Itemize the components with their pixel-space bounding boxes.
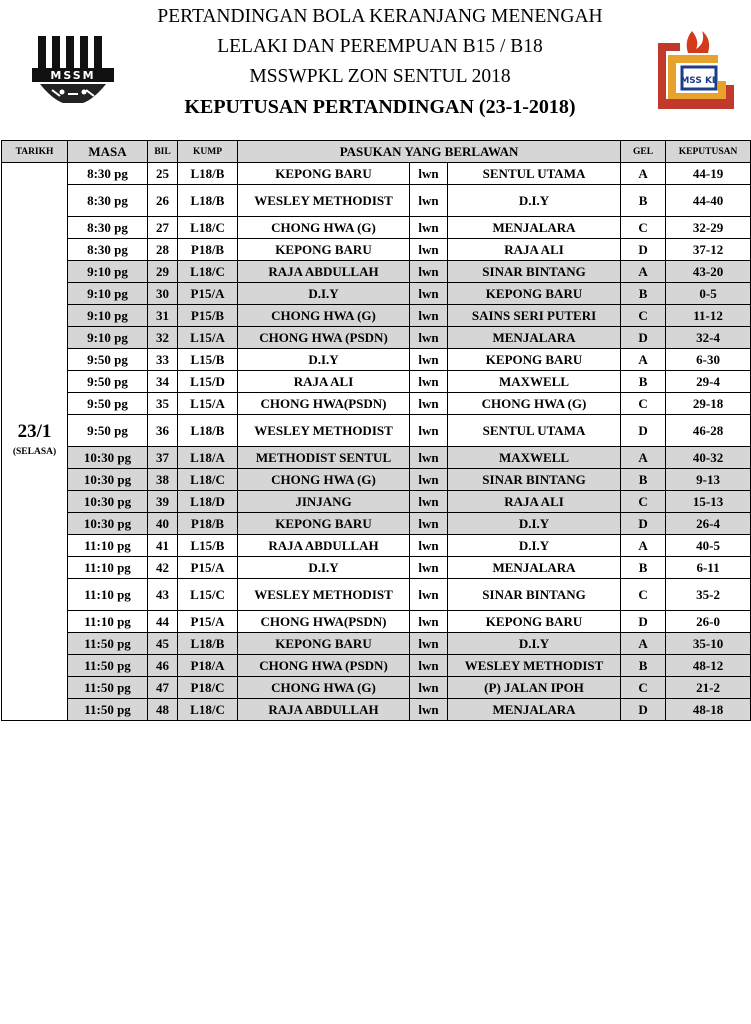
cell-bil: 30 bbox=[148, 283, 178, 305]
table-row bbox=[2, 469, 751, 491]
cell-lwn: lwn bbox=[410, 185, 448, 217]
cell-team-home: D.I.Y bbox=[238, 557, 410, 579]
column-header-tarikh: TARIKH bbox=[2, 141, 68, 163]
cell-bil: 43 bbox=[148, 579, 178, 611]
cell-team-home: RAJA ALI bbox=[238, 371, 410, 393]
document-header bbox=[0, 0, 751, 140]
cell-masa: 10:30 pg bbox=[68, 469, 148, 491]
cell-bil: 41 bbox=[148, 535, 178, 557]
cell-team-home: RAJA ABDULLAH bbox=[238, 699, 410, 721]
cell-kump: L15/A bbox=[178, 393, 238, 415]
cell-kump: L18/B bbox=[178, 415, 238, 447]
cell-keputusan: 46-28 bbox=[666, 415, 751, 447]
cell-kump: L15/B bbox=[178, 535, 238, 557]
cell-kump: L15/A bbox=[178, 327, 238, 349]
cell-bil: 25 bbox=[148, 163, 178, 185]
cell-keputusan: 0-5 bbox=[666, 283, 751, 305]
cell-team-home: CHONG HWA (G) bbox=[238, 469, 410, 491]
table-row bbox=[2, 535, 751, 557]
cell-team-away: SINAR BINTANG bbox=[448, 579, 621, 611]
results-title: KEPUTUSAN PERTANDINGAN (23-1-2018) bbox=[184, 96, 576, 118]
cell-gel: A bbox=[621, 447, 666, 469]
cell-bil: 26 bbox=[148, 185, 178, 217]
column-header-masa: MASA bbox=[68, 141, 148, 163]
cell-gel: A bbox=[621, 535, 666, 557]
cell-lwn: lwn bbox=[410, 393, 448, 415]
cell-team-home: KEPONG BARU bbox=[238, 633, 410, 655]
cell-bil: 42 bbox=[148, 557, 178, 579]
cell-team-away: SENTUL UTAMA bbox=[448, 163, 621, 185]
logo-right-text: MSS KL bbox=[680, 76, 718, 86]
cell-team-away: SAINS SERI PUTERI bbox=[448, 305, 621, 327]
cell-team-home: KEPONG BARU bbox=[238, 513, 410, 535]
cell-bil: 31 bbox=[148, 305, 178, 327]
table-row bbox=[2, 163, 751, 185]
cell-kump: L18/C bbox=[178, 261, 238, 283]
cell-kump: P15/A bbox=[178, 611, 238, 633]
cell-lwn: lwn bbox=[410, 217, 448, 239]
column-header-gel: GEL bbox=[621, 141, 666, 163]
cell-kump: L18/A bbox=[178, 447, 238, 469]
cell-team-away: SINAR BINTANG bbox=[448, 261, 621, 283]
cell-bil: 45 bbox=[148, 633, 178, 655]
cell-keputusan: 40-32 bbox=[666, 447, 751, 469]
cell-team-home: WESLEY METHODIST bbox=[238, 185, 410, 217]
cell-team-away: MENJALARA bbox=[448, 699, 621, 721]
cell-kump: P18/B bbox=[178, 239, 238, 261]
table-row bbox=[2, 283, 751, 305]
table-row bbox=[2, 655, 751, 677]
cell-kump: P18/A bbox=[178, 655, 238, 677]
cell-gel: B bbox=[621, 283, 666, 305]
cell-team-home: WESLEY METHODIST bbox=[238, 579, 410, 611]
cell-lwn: lwn bbox=[410, 513, 448, 535]
cell-masa: 11:10 pg bbox=[68, 611, 148, 633]
cell-masa: 9:10 pg bbox=[68, 305, 148, 327]
cell-keputusan: 43-20 bbox=[666, 261, 751, 283]
cell-gel: D bbox=[621, 239, 666, 261]
table-row bbox=[2, 217, 751, 239]
cell-keputusan: 48-18 bbox=[666, 699, 751, 721]
cell-keputusan: 37-12 bbox=[666, 239, 751, 261]
cell-keputusan: 32-4 bbox=[666, 327, 751, 349]
column-header-bil: BIL bbox=[148, 141, 178, 163]
date-weekday: (SELASA) bbox=[12, 446, 57, 457]
match-results-table bbox=[1, 140, 751, 721]
cell-gel: A bbox=[621, 163, 666, 185]
cell-keputusan: 11-12 bbox=[666, 305, 751, 327]
cell-team-home: CHONG HWA(PSDN) bbox=[238, 393, 410, 415]
cell-bil: 36 bbox=[148, 415, 178, 447]
cell-masa: 8:30 pg bbox=[68, 239, 148, 261]
cell-keputusan: 48-12 bbox=[666, 655, 751, 677]
column-header-pasukan: PASUKAN YANG BERLAWAN bbox=[238, 141, 621, 163]
table-row bbox=[2, 491, 751, 513]
cell-team-away: MENJALARA bbox=[448, 327, 621, 349]
cell-lwn: lwn bbox=[410, 469, 448, 491]
table-row bbox=[2, 349, 751, 371]
cell-keputusan: 6-30 bbox=[666, 349, 751, 371]
cell-bil: 46 bbox=[148, 655, 178, 677]
cell-keputusan: 40-5 bbox=[666, 535, 751, 557]
cell-masa: 9:50 pg bbox=[68, 371, 148, 393]
table-row bbox=[2, 611, 751, 633]
column-header-keputusan: KEPUTUSAN bbox=[666, 141, 751, 163]
cell-masa: 11:50 pg bbox=[68, 655, 148, 677]
table-row bbox=[2, 305, 751, 327]
cell-team-away: KEPONG BARU bbox=[448, 283, 621, 305]
cell-keputusan: 44-40 bbox=[666, 185, 751, 217]
cell-masa: 9:10 pg bbox=[68, 283, 148, 305]
cell-gel: B bbox=[621, 557, 666, 579]
cell-lwn: lwn bbox=[410, 415, 448, 447]
table-row bbox=[2, 261, 751, 283]
cell-bil: 47 bbox=[148, 677, 178, 699]
cell-bil: 37 bbox=[148, 447, 178, 469]
date-day: 23/1 bbox=[17, 420, 52, 442]
cell-team-home: RAJA ABDULLAH bbox=[238, 535, 410, 557]
cell-lwn: lwn bbox=[410, 633, 448, 655]
cell-kump: L18/C bbox=[178, 699, 238, 721]
cell-gel: D bbox=[621, 611, 666, 633]
cell-gel: C bbox=[621, 491, 666, 513]
cell-team-away: D.I.Y bbox=[448, 185, 621, 217]
cell-team-away: SENTUL UTAMA bbox=[448, 415, 621, 447]
cell-gel: A bbox=[621, 261, 666, 283]
table-row bbox=[2, 447, 751, 469]
cell-masa: 11:50 pg bbox=[68, 699, 148, 721]
cell-keputusan: 21-2 bbox=[666, 677, 751, 699]
cell-kump: L15/D bbox=[178, 371, 238, 393]
cell-team-away: SINAR BINTANG bbox=[448, 469, 621, 491]
cell-lwn: lwn bbox=[410, 305, 448, 327]
cell-lwn: lwn bbox=[410, 655, 448, 677]
cell-bil: 27 bbox=[148, 217, 178, 239]
cell-team-home: D.I.Y bbox=[238, 349, 410, 371]
cell-masa: 11:10 pg bbox=[68, 579, 148, 611]
cell-bil: 39 bbox=[148, 491, 178, 513]
cell-bil: 38 bbox=[148, 469, 178, 491]
cell-team-away: MAXWELL bbox=[448, 447, 621, 469]
cell-bil: 40 bbox=[148, 513, 178, 535]
cell-gel: C bbox=[621, 217, 666, 239]
mssm-tiger-logo-icon bbox=[30, 34, 116, 116]
cell-lwn: lwn bbox=[410, 535, 448, 557]
cell-team-away: MENJALARA bbox=[448, 217, 621, 239]
cell-keputusan: 26-0 bbox=[666, 611, 751, 633]
table-row bbox=[2, 239, 751, 261]
cell-bil: 29 bbox=[148, 261, 178, 283]
cell-team-home: WESLEY METHODIST bbox=[238, 415, 410, 447]
cell-team-home: D.I.Y bbox=[238, 283, 410, 305]
title-line-2: LELAKI DAN PEREMPUAN B15 / B18 bbox=[217, 36, 543, 57]
results-body bbox=[2, 163, 751, 721]
cell-gel: B bbox=[621, 655, 666, 677]
cell-team-away: D.I.Y bbox=[448, 535, 621, 557]
cell-masa: 10:30 pg bbox=[68, 447, 148, 469]
cell-gel: C bbox=[621, 393, 666, 415]
cell-masa: 9:50 pg bbox=[68, 415, 148, 447]
cell-keputusan: 35-2 bbox=[666, 579, 751, 611]
cell-masa: 11:10 pg bbox=[68, 535, 148, 557]
table-row bbox=[2, 579, 751, 611]
cell-masa: 11:50 pg bbox=[68, 677, 148, 699]
cell-gel: D bbox=[621, 513, 666, 535]
cell-team-home: CHONG HWA(PSDN) bbox=[238, 611, 410, 633]
cell-team-away: KEPONG BARU bbox=[448, 349, 621, 371]
cell-team-home: CHONG HWA (PSDN) bbox=[238, 655, 410, 677]
table-row bbox=[2, 371, 751, 393]
cell-lwn: lwn bbox=[410, 677, 448, 699]
cell-bil: 33 bbox=[148, 349, 178, 371]
cell-kump: P15/A bbox=[178, 557, 238, 579]
cell-kump: L18/C bbox=[178, 469, 238, 491]
cell-lwn: lwn bbox=[410, 163, 448, 185]
cell-lwn: lwn bbox=[410, 283, 448, 305]
cell-masa: 8:30 pg bbox=[68, 217, 148, 239]
cell-team-home: CHONG HWA (G) bbox=[238, 305, 410, 327]
cell-bil: 34 bbox=[148, 371, 178, 393]
cell-team-home: RAJA ABDULLAH bbox=[238, 261, 410, 283]
cell-gel: C bbox=[621, 677, 666, 699]
cell-masa: 9:50 pg bbox=[68, 393, 148, 415]
cell-masa: 11:10 pg bbox=[68, 557, 148, 579]
title-line-3: MSSWPKL ZON SENTUL 2018 bbox=[249, 66, 511, 87]
cell-lwn: lwn bbox=[410, 447, 448, 469]
cell-masa: 9:50 pg bbox=[68, 349, 148, 371]
cell-lwn: lwn bbox=[410, 327, 448, 349]
cell-gel: B bbox=[621, 371, 666, 393]
cell-team-away: D.I.Y bbox=[448, 633, 621, 655]
cell-team-home: CHONG HWA (PSDN) bbox=[238, 327, 410, 349]
cell-lwn: lwn bbox=[410, 699, 448, 721]
cell-team-home: KEPONG BARU bbox=[238, 163, 410, 185]
cell-bil: 28 bbox=[148, 239, 178, 261]
cell-lwn: lwn bbox=[410, 349, 448, 371]
cell-team-away: KEPONG BARU bbox=[448, 611, 621, 633]
cell-team-away: WESLEY METHODIST bbox=[448, 655, 621, 677]
cell-kump: L15/B bbox=[178, 349, 238, 371]
cell-gel: A bbox=[621, 633, 666, 655]
cell-gel: D bbox=[621, 699, 666, 721]
table-row bbox=[2, 633, 751, 655]
table-row bbox=[2, 557, 751, 579]
cell-team-home: CHONG HWA (G) bbox=[238, 217, 410, 239]
cell-team-away: CHONG HWA (G) bbox=[448, 393, 621, 415]
cell-gel: C bbox=[621, 305, 666, 327]
table-header-row bbox=[2, 141, 751, 163]
cell-keputusan: 44-19 bbox=[666, 163, 751, 185]
cell-team-away: RAJA ALI bbox=[448, 239, 621, 261]
cell-team-away: MENJALARA bbox=[448, 557, 621, 579]
cell-kump: P15/B bbox=[178, 305, 238, 327]
cell-lwn: lwn bbox=[410, 261, 448, 283]
cell-masa: 10:30 pg bbox=[68, 513, 148, 535]
cell-kump: P15/A bbox=[178, 283, 238, 305]
cell-gel: C bbox=[621, 579, 666, 611]
cell-keputusan: 35-10 bbox=[666, 633, 751, 655]
cell-bil: 32 bbox=[148, 327, 178, 349]
cell-keputusan: 9-13 bbox=[666, 469, 751, 491]
cell-keputusan: 6-11 bbox=[666, 557, 751, 579]
cell-keputusan: 29-18 bbox=[666, 393, 751, 415]
title-line-1: PERTANDINGAN BOLA KERANJANG MENENGAH bbox=[157, 6, 603, 27]
cell-team-home: JINJANG bbox=[238, 491, 410, 513]
cell-kump: P18/C bbox=[178, 677, 238, 699]
cell-kump: L15/C bbox=[178, 579, 238, 611]
table-row bbox=[2, 513, 751, 535]
cell-keputusan: 15-13 bbox=[666, 491, 751, 513]
cell-lwn: lwn bbox=[410, 611, 448, 633]
cell-masa: 9:10 pg bbox=[68, 261, 148, 283]
table-row bbox=[2, 699, 751, 721]
date-cell bbox=[2, 163, 68, 721]
cell-gel: D bbox=[621, 327, 666, 349]
cell-masa: 8:30 pg bbox=[68, 185, 148, 217]
cell-lwn: lwn bbox=[410, 371, 448, 393]
cell-lwn: lwn bbox=[410, 239, 448, 261]
cell-team-home: CHONG HWA (G) bbox=[238, 677, 410, 699]
cell-bil: 44 bbox=[148, 611, 178, 633]
cell-masa: 11:50 pg bbox=[68, 633, 148, 655]
cell-gel: D bbox=[621, 415, 666, 447]
cell-lwn: lwn bbox=[410, 557, 448, 579]
cell-kump: L18/D bbox=[178, 491, 238, 513]
cell-kump: P18/B bbox=[178, 513, 238, 535]
logo-left-text: MSSM bbox=[50, 69, 96, 82]
cell-team-home: KEPONG BARU bbox=[238, 239, 410, 261]
cell-gel: B bbox=[621, 469, 666, 491]
cell-kump: L18/B bbox=[178, 633, 238, 655]
cell-lwn: lwn bbox=[410, 491, 448, 513]
table-row bbox=[2, 327, 751, 349]
cell-keputusan: 32-29 bbox=[666, 217, 751, 239]
cell-team-home: METHODIST SENTUL bbox=[238, 447, 410, 469]
cell-gel: B bbox=[621, 185, 666, 217]
cell-keputusan: 26-4 bbox=[666, 513, 751, 535]
cell-kump: L18/B bbox=[178, 185, 238, 217]
cell-team-away: D.I.Y bbox=[448, 513, 621, 535]
table-row bbox=[2, 415, 751, 447]
column-header-kump: KUMP bbox=[178, 141, 238, 163]
table-row bbox=[2, 393, 751, 415]
cell-team-away: (P) JALAN IPOH bbox=[448, 677, 621, 699]
cell-bil: 35 bbox=[148, 393, 178, 415]
cell-masa: 9:10 pg bbox=[68, 327, 148, 349]
table-row bbox=[2, 677, 751, 699]
cell-team-away: RAJA ALI bbox=[448, 491, 621, 513]
msskl-logo-icon bbox=[652, 27, 740, 113]
cell-masa: 10:30 pg bbox=[68, 491, 148, 513]
cell-gel: A bbox=[621, 349, 666, 371]
cell-kump: L18/B bbox=[178, 163, 238, 185]
cell-masa: 8:30 pg bbox=[68, 163, 148, 185]
cell-lwn: lwn bbox=[410, 579, 448, 611]
cell-team-away: MAXWELL bbox=[448, 371, 621, 393]
cell-bil: 48 bbox=[148, 699, 178, 721]
cell-keputusan: 29-4 bbox=[666, 371, 751, 393]
cell-kump: L18/C bbox=[178, 217, 238, 239]
table-row bbox=[2, 185, 751, 217]
